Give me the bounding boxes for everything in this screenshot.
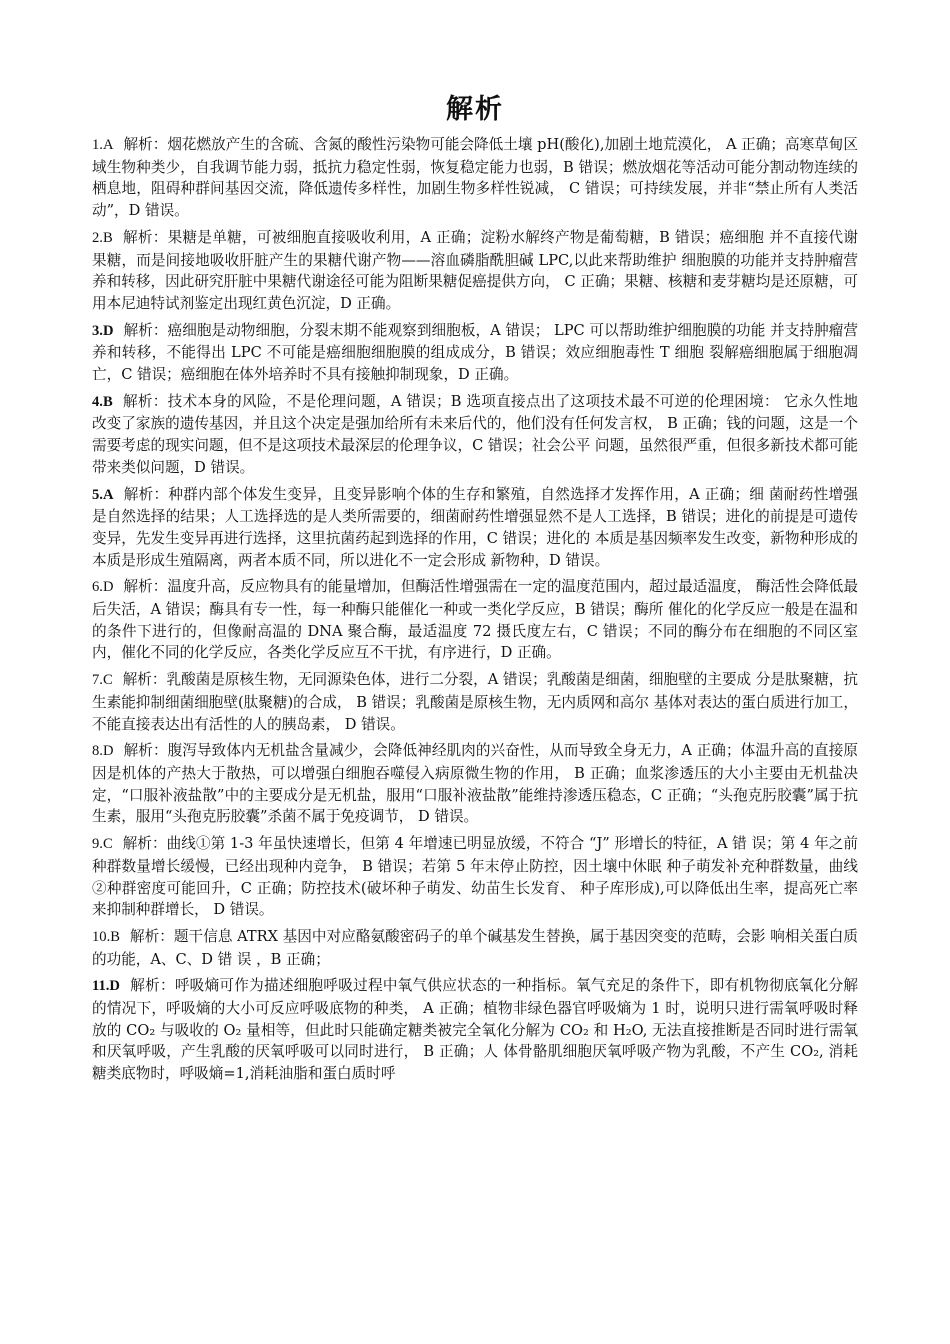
answer-text: 解析：呼吸熵可作为描述细胞呼吸过程中氧气供应状态的一种指标。氧气充足的条件下，即有机物彻底氧化分解的情况下，呼吸熵的大小可反应呼吸底物的种类， A 正确；植物非绿色器官呼吸熵为 1 时，说明只进行需氧呼吸时释放的 CO₂ 与吸收的 O₂ 量相等，但此时只能确定糖类被完全氧化分解为 CO₂ 和 H₂O, 无法直接推断是否同时进行需氧和厌氧呼吸，产生乳酸的厌氧呼吸可以同时进行， B 正确；人 体骨骼肌细胞厌氧呼吸产物为乳酸，不产生 CO₂, 消耗糖类底物时，呼吸熵=1,消耗油脂和蛋白质时呼 bbox=[92, 977, 858, 1083]
answer-number: 1.A bbox=[92, 137, 114, 153]
answer-item bbox=[92, 484, 858, 572]
document-page bbox=[92, 92, 858, 1090]
answer-item bbox=[92, 975, 858, 1085]
answer-number: 3.D bbox=[92, 322, 114, 339]
answer-item bbox=[92, 576, 858, 664]
answer-number: 7.C bbox=[92, 672, 113, 689]
answer-number: 11.D bbox=[92, 978, 120, 995]
answer-text: 解析：题干信息 ATRX 基因中对应酪氨酸密码子的单个碱基发生替换，属于基因突变的范畴，会影 响相关蛋白质的功能，A、C、D 错 误 ，B 正确； bbox=[92, 927, 858, 968]
answer-item bbox=[92, 833, 858, 921]
answer-text: 解析：种群内部个体发生变异，且变异影响个体的生存和繁殖，自然选择才发挥作用，A 正确；细 菌耐药性增强是自然选择的结果；人工选择选的是人类所需要的，细菌耐药性增强显然不是人工选择，B 错误；进化的前提是可遗传变异，先发生变异再进行选择，这里抗菌药起到选择的作用，C 错误；进化的 本质是基因频率发生改变，新物种形成的本质是形成生殖隔离，两者本质不同，所以进化不一定会形成 新物种，D 错误。 bbox=[92, 485, 858, 569]
answer-item bbox=[92, 926, 858, 970]
answer-number: 2.B bbox=[92, 229, 113, 246]
page-title: 解析 bbox=[446, 94, 504, 125]
answer-number: 5.A bbox=[92, 486, 114, 503]
answer-number: 8.D bbox=[92, 743, 114, 760]
answer-number: 6.D bbox=[92, 579, 114, 596]
answer-item bbox=[92, 391, 858, 479]
answer-item bbox=[92, 320, 858, 386]
answer-item bbox=[92, 134, 858, 222]
answer-text: 解析：果糖是单糖，可被细胞直接吸收利用，A 正确；淀粉水解终产物是葡萄糖，B 错误；癌细胞 并不直接代谢果糖，而是间接地吸收肝脏产生的果糖代谢产物——溶血磷脂酰胆碱 LPC,以此来帮助维护 细胞膜的功能并支持肿瘤营养和转移，因此研究肝脏中果糖代谢途径可能为阻断果糖促癌提供方向， C 正确；果糖、核糖和麦芽糖均是还原糖，可用本尼迪特试剂鉴定出现红黄色沉淀，D 正确。 bbox=[92, 228, 858, 312]
answer-number: 10.B bbox=[92, 928, 120, 945]
answer-text: 解析：腹泻导致体内无机盐含量减少，会降低神经肌肉的兴奋性，从而导致全身无力，A 正确；体温升高的直接原因是机体的产热大于散热，可以增强白细胞吞噬侵入病原微生物的作用， B 正确；血浆渗透压的大小主要由无机盐决定，“口服补液盐散”中的主要成分是无机盐，服用“口服补液盐散”能维持渗透压稳态，C 正确；“头孢克肟胶囊”属于抗生素，服用“头孢克肟胶囊”杀菌不属于免疫调节， D 错误。 bbox=[92, 742, 858, 826]
answer-text: 解析：烟花燃放产生的含硫、含氮的酸性污染物可能会降低土壤 pH(酸化),加剧土地荒漠化， A 正确；高寒草甸区域生物种类少，自我调节能力弱，抵抗力稳定性弱，恢复稳定能力也弱，B 错误；燃放烟花等活动可能分割动物连续的栖息地，阻碍种群间基因交流，降低遗传多样性，加剧生物多样性锐减， C 错误；可持续发展，并非“禁止所有人类活动”，D 错误。 bbox=[92, 136, 858, 220]
answer-text: 解析：技术本身的风险，不是伦理问题，A 错误；B 选项直接点出了这项技术最不可逆的伦理困境： 它永久性地改变了家族的遗传基因，并且这个决定是强加给所有未来后代的，他们没有任何发言权， B 正确；钱的问题，这是一个需要考虑的现实问题，但不是这项技术最深层的伦理争议，C 错误；社会公平 问题，虽然很严重，但很多新技术都可能带来类似问题，D 错误。 bbox=[92, 392, 858, 476]
answer-text: 解析：癌细胞是动物细胞，分裂末期不能观察到细胞板，A 错误； LPC 可以帮助维护细胞膜的功能 并支持肿瘤营养和转移，不能得出 LPC 不可能是癌细胞细胞膜的组成成分，B 错误；效应细胞毒性 T 细胞 裂解癌细胞属于细胞凋亡，C 错误；癌细胞在体外培养时不具有接触抑制现象，D 正确。 bbox=[92, 321, 858, 384]
answer-item bbox=[92, 227, 858, 315]
answer-number: 9.C bbox=[92, 836, 113, 853]
answer-list bbox=[92, 134, 858, 1085]
answer-item bbox=[92, 669, 858, 735]
answer-text: 解析：温度升高，反应物具有的能量增加，但酶活性增强需在一定的温度范围内，超过最适温度， 酶活性会降低最后失活，A 错误；酶具有专一性，每一种酶只能催化一种或一类化学反应，B 错误；酶所 催化的化学反应一般是在温和的条件下进行的，但像耐高温的 DNA 聚合酶，最适温度 72 摄氏度左右，C 错误；不同的酶分布在细胞的不同区室内，催化不同的化学反应，各类化学反应互不干扰，有序进行，D 正确。 bbox=[92, 578, 858, 662]
answer-number: 4.B bbox=[92, 393, 113, 410]
answer-text: 解析：曲线①第 1-3 年虽快速增长，但第 4 年增速已明显放缓，不符合 “J” 形增长的特征，A 错 误；第 4 年之前种群数量增长缓慢，已经出现种内竞争， B 错误；若第 5 年末停止防控，因土壤中休眠 种子萌发补充种群数量，曲线②种群密度可能回升，C 正确；防控技术(破坏种子萌发、幼苗生长发育、 种子库形成),可以降低出生率，提高死亡率来抑制种群增长， D 错误。 bbox=[92, 835, 858, 919]
answer-item bbox=[92, 740, 858, 828]
answer-text: 解析：乳酸菌是原核生物，无同源染色体，进行二分裂，A 错误；乳酸菌是细菌，细胞壁的主要成 分是肽聚糖，抗生素能抑制细菌细胞壁(肽聚糖)的合成， B 错误；乳酸菌是原核生物，无内质网和高尔 基体对表达的蛋白质进行加工，不能直接表达出有活性的人的胰岛素， D 错误。 bbox=[92, 671, 858, 733]
